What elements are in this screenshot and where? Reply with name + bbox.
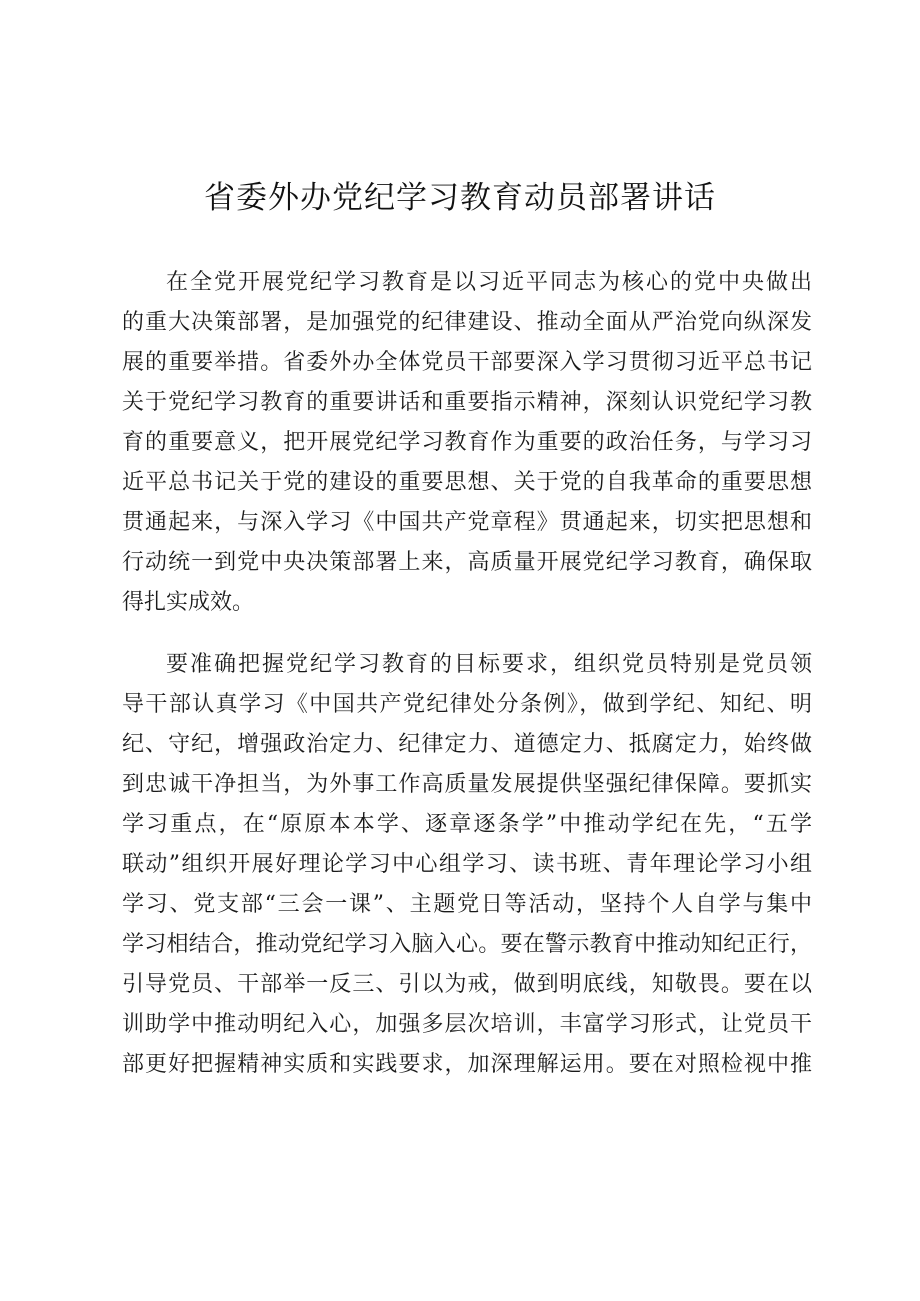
- text-line: 引导党员、干部举一反三、引以为戒，做到明底线，知敬畏。要在以: [122, 972, 812, 997]
- text-line: 联动”组织开展好理论学习中心组学习、读书班、青年理论学习小组: [122, 852, 812, 877]
- paragraph-gap: [122, 623, 812, 645]
- text-line: 展的重要举措。省委外办全体党员干部要深入学习贯彻习近平总书记: [122, 350, 812, 375]
- document-body: [122, 263, 812, 1085]
- paragraph-1: [122, 263, 812, 623]
- text-line: 在全党开展党纪学习教育是以习近平同志为核心的党中央做出: [166, 270, 812, 295]
- text-line: 要准确把握党纪学习教育的目标要求，组织党员特别是党员领: [166, 652, 812, 677]
- text-line: 部更好把握精神实质和实践要求，加深理解运用。要在对照检视中推: [122, 1052, 812, 1077]
- text-line: 训助学中推动明纪入心，加强多层次培训，丰富学习形式，让党员干: [122, 1012, 812, 1037]
- text-line: 的重大决策部署，是加强党的纪律建设、推动全面从严治党向纵深发: [122, 310, 812, 335]
- text-line: 学习相结合，推动党纪学习入脑入心。要在警示教育中推动知纪正行，: [122, 932, 812, 957]
- document-title: 省委外办党纪学习教育动员部署讲话: [204, 180, 716, 216]
- text-line: 学习重点，在“原原本本学、逐章逐条学”中推动学纪在先，“五学: [122, 812, 812, 837]
- text-line: 贯通起来，与深入学习《中国共产党章程》贯通起来，切实把思想和: [122, 510, 812, 535]
- text-line: 关于党纪学习教育的重要讲话和重要指示精神，深刻认识党纪学习教: [122, 390, 812, 415]
- text-line: 近平总书记关于党的建设的重要思想、关于党的自我革命的重要思想: [122, 470, 812, 495]
- text-line: 到忠诚干净担当，为外事工作高质量发展提供坚强纪律保障。要抓实: [122, 772, 812, 797]
- text-line: 导干部认真学习《中国共产党纪律处分条例》，做到学纪、知纪、明: [122, 692, 812, 717]
- text-line: 学习、党支部“三会一课”、主题党日等活动，坚持个人自学与集中: [122, 892, 812, 917]
- paragraph-2: [122, 645, 812, 1085]
- text-line: 得扎实成效。: [122, 590, 255, 615]
- text-line: 纪、守纪，增强政治定力、纪律定力、道德定力、抵腐定力，始终做: [122, 732, 812, 757]
- text-line: 育的重要意义，把开展党纪学习教育作为重要的政治任务，与学习习: [122, 430, 812, 455]
- text-line: 行动统一到党中央决策部署上来，高质量开展党纪学习教育，确保取: [122, 550, 812, 575]
